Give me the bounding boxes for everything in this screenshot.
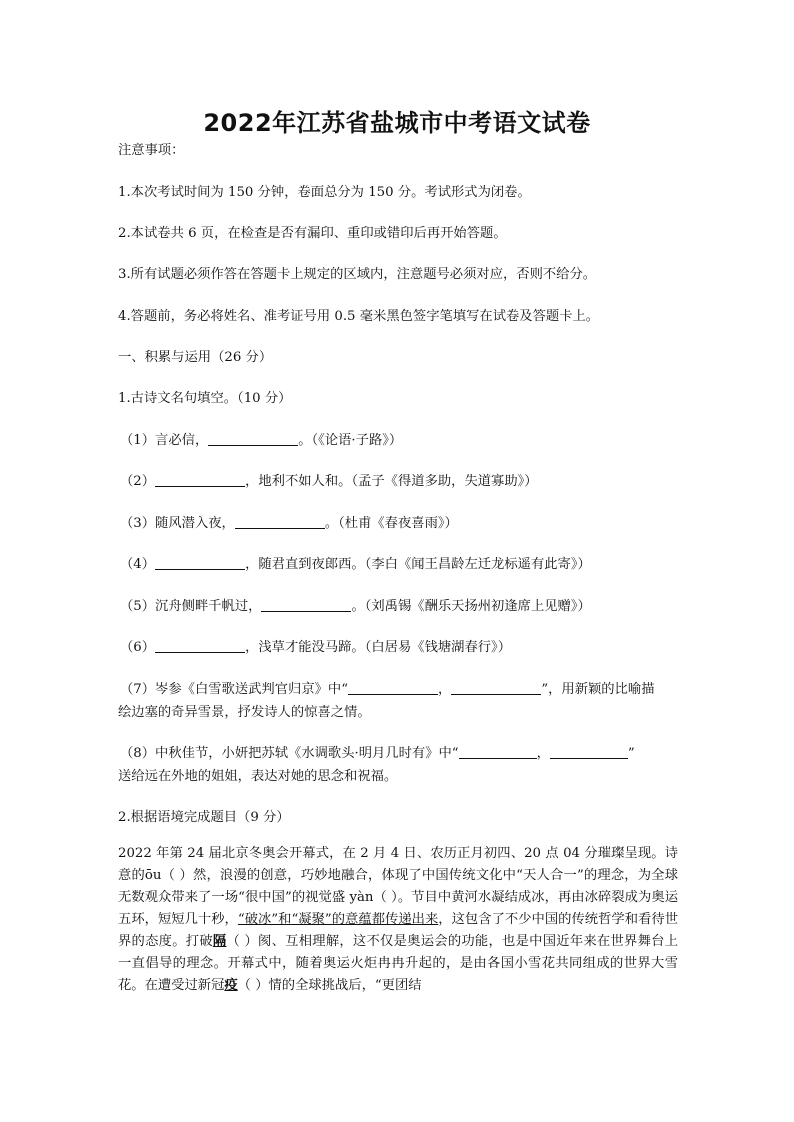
answer-blank[interactable] xyxy=(155,555,245,570)
fill-blank-item: （7）岑参《白雪歌送武判官归京》中“ ， ”，用新颖的比喻描 xyxy=(120,682,655,697)
question-heading: 1.古诗文名句填空。（10 分） xyxy=(118,391,292,406)
answer-blank[interactable] xyxy=(208,431,298,446)
answer-blank[interactable] xyxy=(235,514,325,529)
answer-blank[interactable] xyxy=(348,680,438,695)
page-title: 2022年江苏省盐城市中考语文试卷 xyxy=(203,109,591,137)
key-character: 隔 xyxy=(212,934,227,949)
answer-blank[interactable] xyxy=(155,638,245,653)
answer-blank[interactable] xyxy=(459,744,537,759)
answer-blank[interactable] xyxy=(550,744,628,759)
notice-item: 3.所有试题必须作答在答题卡上规定的区域内，注意题号必须对应，否则不给分。 xyxy=(118,267,597,282)
notice-item: 1.本次考试时间为 150 分钟，卷面总分为 150 分。考试形式为闭卷。 xyxy=(118,185,531,200)
underlined-sentence: “破冰”和“凝聚”的意蕴都传递出来 xyxy=(237,912,439,927)
fill-blank-item: （2） ，地利不如人和。（孟子《得道多助，失道寡助》） xyxy=(120,474,538,489)
fill-blank-item: （8）中秋佳节，小妍把苏轼《水调歌头·明月几时有》中“ ， ” xyxy=(120,746,635,761)
fill-blank-item: （1）言必信， 。（《论语·子路》） xyxy=(120,433,403,448)
answer-blank[interactable] xyxy=(451,680,541,695)
section-heading: 一、积累与运用（26 分） xyxy=(118,350,273,365)
fill-blank-item: （5）沉舟侧畔千帆过， 。（刘禹锡《酬乐天扬州初逢席上见赠》） xyxy=(120,599,591,614)
fill-blank-item: （3）随风潜入夜， 。（杜甫《春夜喜雨》） xyxy=(120,516,458,531)
fill-blank-continuation: 送给远在外地的姐姐，表达对她的思念和祝福。 xyxy=(118,769,398,784)
notice-heading: 注意事项： xyxy=(118,143,185,158)
question-heading: 2.根据语境完成题目（9 分） xyxy=(118,810,290,825)
key-character: 疫 xyxy=(224,978,238,993)
notice-item: 4.答题前，务必将姓名、准考证号用 0.5 毫米黑色签字笔填写在试卷及答题卡上。 xyxy=(118,309,600,324)
fill-blank-continuation: 绘边塞的奇异雪景，抒发诗人的惊喜之情。 xyxy=(118,705,371,720)
fill-blank-item: （4） ，随君直到夜郎西。（李白《闻王昌龄左迁龙标遥有此寄》） xyxy=(120,557,591,572)
answer-blank[interactable] xyxy=(261,597,351,612)
fill-blank-item: （6） ，浅草才能没马蹄。（白居易《钱塘湖春行》） xyxy=(120,640,511,655)
answer-blank[interactable] xyxy=(155,472,245,487)
notice-item: 2.本试卷共 6 页，在检查是否有漏印、重印或错印后再开始答题。 xyxy=(118,226,507,241)
reading-passage: 2022 年第 24 届北京冬奥会开幕式，在 2 月 4 日、农历正月初四、20 点 04 分璀璨呈现。诗意的ōu（ ）然，浪漫的创意，巧妙地融合，体现了中国传统文化中“天人合一”的理念，为全球无数观众带来了一场“很中国”的视觉盛 yàn（ ）。节目中黄河水凝结成冰，再由冰碎裂成为奥运五环，短短几十秒，“破冰”和“凝聚”的意蕴都传递出来，这包含了不少中国的传统哲学和看待世界的态度。打破隔（ ）阂、互相理解，这不仅是奥运会的功能，也是中国近年来在世界舞台上一直倡导的理念。开幕式中，随着奥运火炬冉冉升起的，是由各国小雪花共同组成的世界大雪花。在遭受过新冠疫（ ）情的全球挑战后，“更团结 xyxy=(118,846,679,993)
